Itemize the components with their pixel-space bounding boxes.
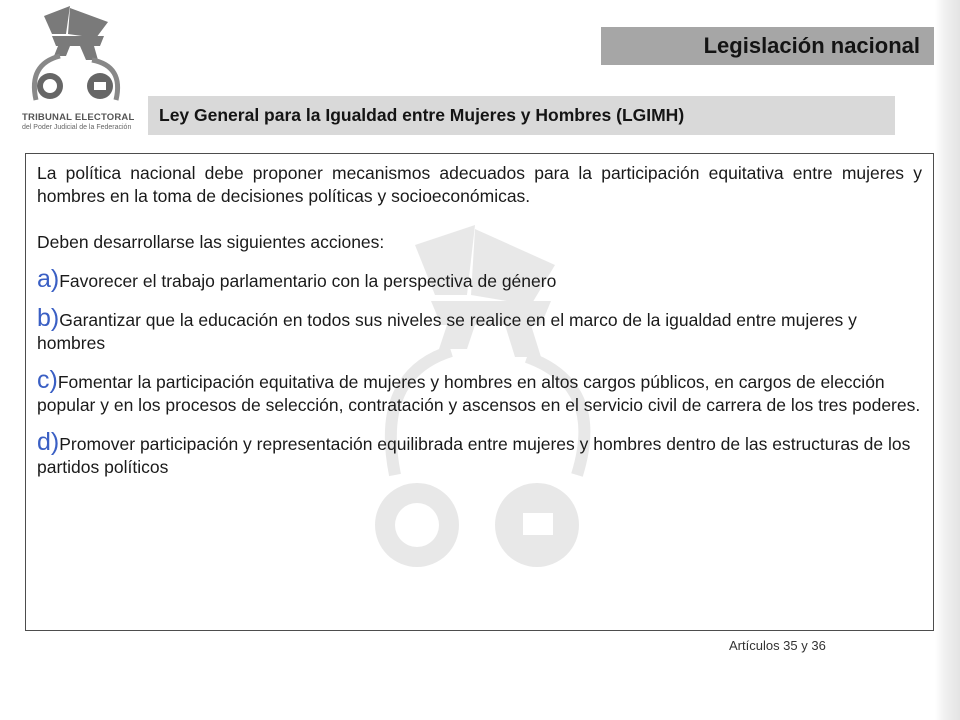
content-box [25, 153, 934, 631]
action-item-d [37, 428, 922, 479]
intro-paragraph: La política nacional debe proponer mecanismos adecuados para la participación equitativa entre mujeres y hombres en la toma de decisiones políticas y socioeconómicas. [37, 163, 922, 206]
lead-paragraph: Deben desarrollarse las siguientes acciones: [37, 232, 385, 252]
article-reference: Artículos 35 y 36 [729, 638, 826, 653]
action-item-c [37, 366, 922, 417]
logo-name-text: TRIBUNAL ELECTORAL [22, 112, 135, 123]
action-item-b [37, 304, 922, 355]
right-decorative-strip [935, 0, 960, 720]
action-letter: b) [37, 304, 60, 332]
page-title: Legislación nacional [601, 27, 934, 65]
page-subtitle: Ley General para la Igualdad entre Mujeres y Hombres (LGIMH) [148, 96, 895, 135]
action-text: Promover participación y representación equilibrada entre mujeres y hombres dentro de las estructuras de los partidos políticos [37, 434, 911, 477]
action-text: Fomentar la participación equitativa de mujeres y hombres en altos cargos públicos, en cargos de elección popular y en los procesos de selección, contratación y ascensos en el servicio civil de carrera de los tres poderes. [37, 372, 921, 415]
action-item-a [37, 265, 922, 293]
action-letter: d) [37, 428, 60, 456]
action-letter: c) [37, 366, 58, 394]
logo-subline-text: del Poder Judicial de la Federación [22, 124, 132, 131]
action-text: Favorecer el trabajo parlamentario con la perspectiva de género [59, 271, 557, 291]
action-text: Garantizar que la educación en todos sus niveles se realice en el marco de la igualdad entre mujeres y hombres [37, 310, 857, 353]
action-letter: a) [37, 265, 60, 293]
